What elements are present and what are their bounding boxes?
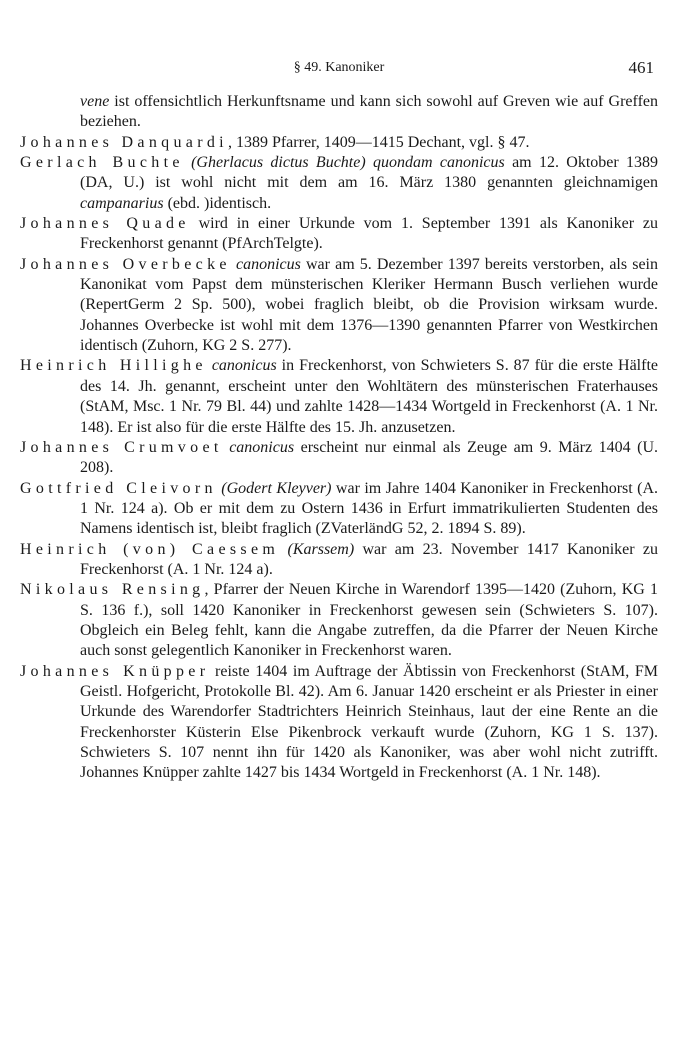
entry-caessem: Heinrich (von) Caessem (Karssem) war am 23. November 1417 Kanoniker zu Freckenhorst (A. 1 Nr. 124 a). bbox=[20, 540, 658, 578]
running-header bbox=[20, 58, 658, 82]
entry-quade: Johannes Quade wird in einer Urkunde vom 1. September 1391 als Kanoniker zu Freckenhorst genannt (PfArchTelgte). bbox=[20, 215, 658, 253]
person-name: Heinrich Hillighe bbox=[20, 357, 207, 375]
entry-crumvoet: Johannes Crumvoet canonicus erscheint nur einmal als Zeuge am 9. März 1404 (U. 208). bbox=[20, 438, 659, 477]
entry-continuation: vene ist offensichtlich Herkunftsname und kann sich sowohl auf Greven wie auf Greffen beziehen. bbox=[80, 93, 658, 131]
person-name: Johannes Overbecke bbox=[20, 255, 231, 273]
page-number: 461 bbox=[628, 58, 654, 77]
page-body bbox=[20, 92, 658, 784]
entry-knuepper: Johannes Knüpper reiste 1404 im Auftrage der Äbtissin von Freckenhorst (StAM, FM Geistl. Hofgericht, Protokolle Bl. 42). Am 6. Januar 1420 erscheint er als Priester in einer Urkunde des Warendorfer Stadtrichters Heinrich Steinhaus, laut der eine Rente an die Freckenhorster Küsterin Else Pikenbrock verkauft wurde (Zuhorn, KG 1 S. 137). Schwieters S. 107 nennt ihn für 1420 als Kanoniker, was aber wohl nicht zutrifft. Johannes Knüpper zahlte 1427 bis 1434 Wortgeld in Freckenhorst (A. 1 Nr. 148). bbox=[20, 662, 658, 782]
section-title: § 49. Kanoniker bbox=[293, 60, 385, 75]
entry-buchte: Gerlach Buchte (Gherlacus dictus Buchte) quondam canonicus am 12. Oktober 1389 (DA, U.) ist wohl nicht mit dem am 16. März 1380 genannten gleichnamigen campanarius (ebd. )identisch. bbox=[20, 154, 659, 212]
person-name: Heinrich (von) Caessem bbox=[20, 540, 280, 558]
person-name: Johannes Danquardi bbox=[20, 133, 228, 151]
entry-rensing: Nikolaus Rensing, Pfarrer der Neuen Kirche in Warendorf 1395—1420 (Zuhorn, KG 1 S. 136 f.), soll 1420 Kanoniker in Freckenhorst gewesen sein (Schwieters S. 107). Obgleich ein Beleg fehlt, kann die Angabe zutreffen, da die Pfarrer der Neuen Kirche auch sonst gelegentlich Kanoniker in Freckenhorst waren. bbox=[20, 581, 658, 660]
entry-cleivorn: Gottfried Cleivorn (Godert Kleyver) war im Jahre 1404 Kanoniker in Freckenhorst (A. 1 Nr. 124 a). Ob er mit dem zu Ostern 1436 in Erfurt immatrikulierten Studenten des Namens identisch ist, bleibt fraglich (ZVaterländG 52, 2. 1894 S. 89). bbox=[20, 479, 659, 538]
person-name: Johannes Quade bbox=[20, 215, 190, 233]
person-name: Johannes Knüpper bbox=[20, 662, 210, 680]
entry-hillighe: Heinrich Hillighe canonicus in Freckenhorst, von Schwieters S. 87 für die erste Hälfte des 14. Jh. genannt, erscheint unter den Wohltätern des münsterischen Fraterhauses (StAM, Msc. 1 Nr. 79 Bl. 44) und zahlte 1428—1434 Wortgeld in Freckenhorst (A. 1 Nr. 148). Er ist also für die erste Hälfte des 15. Jh. anzusetzen. bbox=[20, 357, 658, 436]
person-name: Gerlach Buchte bbox=[20, 154, 184, 172]
person-name: Johannes Crumvoet bbox=[20, 438, 223, 456]
person-name: Nikolaus Rensing bbox=[20, 581, 205, 599]
entry-overbecke: Johannes Overbecke canonicus war am 5. Dezember 1397 bereits verstorben, als sein Kanonikat vom Papst dem münsterischen Kleriker Hermann Busch verliehen wurde (RepertGerm 2 Sp. 500), wobei fraglich bleibt, ob die Provision wirksam wurde. Johannes Overbecke ist wohl mit dem 1376—1390 genannten Pfarrer von Westkirchen identisch (Zuhorn, KG 2 S. 277). bbox=[20, 255, 659, 355]
person-name: Gottfried Cleivorn bbox=[20, 479, 217, 497]
entry-danquardi: Johannes Danquardi, 1389 Pfarrer, 1409—1415 Dechant, vgl. § 47. bbox=[20, 133, 530, 151]
